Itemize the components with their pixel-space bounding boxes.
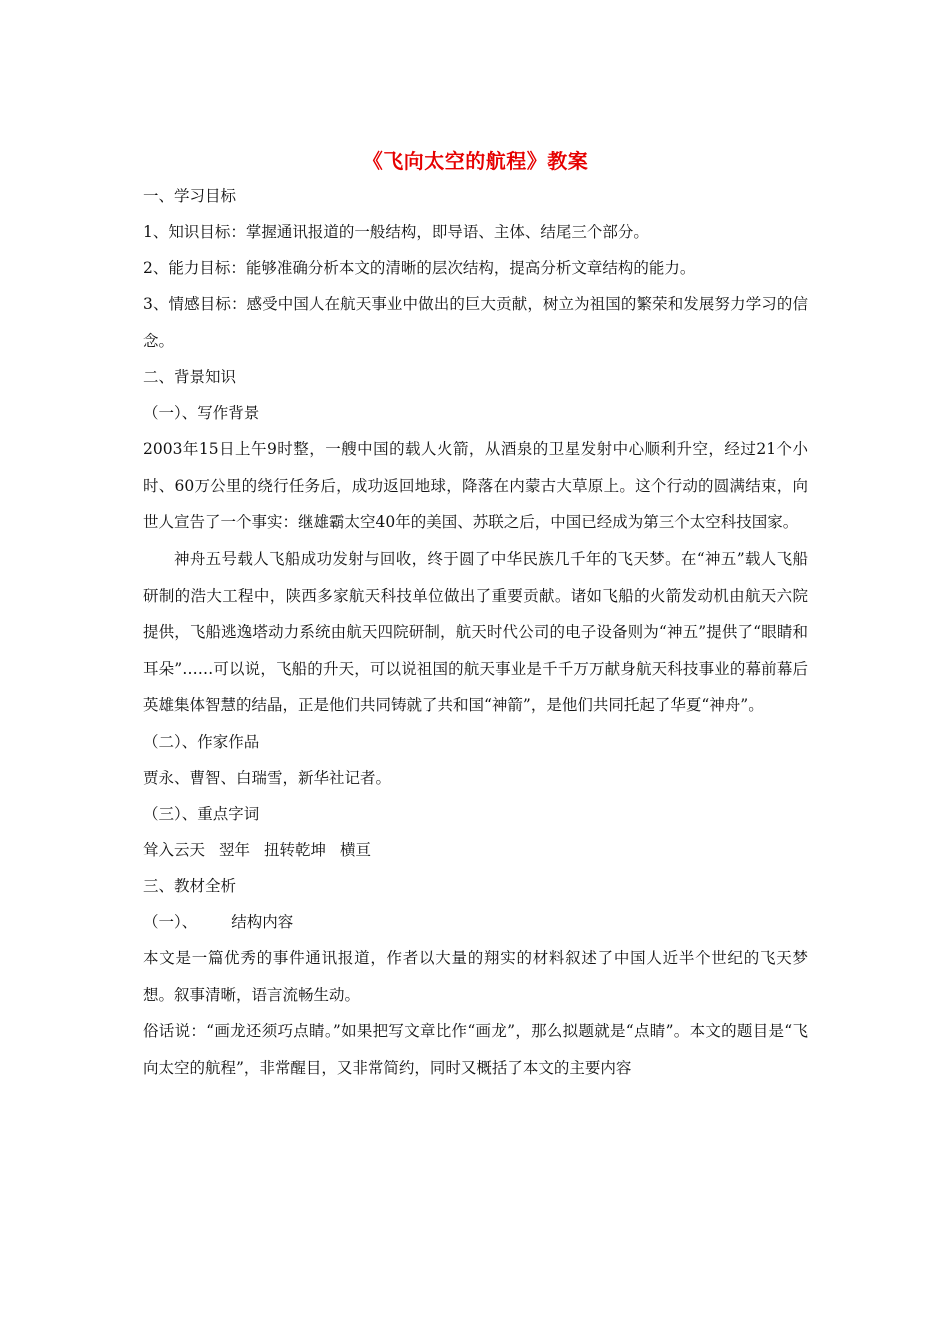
key-word: 横亘 xyxy=(340,840,372,859)
subheading-prefix: （一）、 xyxy=(143,912,198,931)
analysis-paragraph-2: 俗话说：“画龙还须巧点睛。”如果把写文章比作“画龙”，那么拟题就是“点睛”。本文的题目是“飞向太空的航程”，非常醒目，又非常简约，同时又概括了本文的主要内容 xyxy=(143,1022,808,1077)
subheading-label: 结构内容 xyxy=(231,912,294,931)
section-heading-learning-goals: 一、学习目标 xyxy=(143,187,237,205)
key-word: 耸入云天 xyxy=(143,840,206,859)
subheading-key-words: （三）、重点字词 xyxy=(143,804,260,823)
background-paragraph-1: 2003年15日上午9时整，一艘中国的载人火箭，从酒泉的卫星发射中心顺利升空，经过21个小时、60万公里的绕行任务后，成功返回地球，降落在内蒙古大草原上。这个行动的圆满结束，向世人宣告了一个事实：继雄霸太空40年的美国、苏联之后，中国已经成为第三个太空科技国家。 xyxy=(143,440,808,532)
subheading-authors: （二）、作家作品 xyxy=(143,732,260,751)
subheading-writing-background: （一）、写作背景 xyxy=(143,404,260,423)
background-paragraph-2: 神舟五号载人飞船成功发射与回收，终于圆了中华民族几千年的飞天梦。在“神五”载人飞船研制的浩大工程中，陕西多家航天科技单位做出了重要贡献。诸如飞船的火箭发动机由航天六院提供，飞船逃逸塔动力系统由航天四院研制，航天时代公司的电子设备则为“神五”提供了“眼睛和耳朵”……可以说，飞船的升天，可以说祖国的航天事业是千千万万献身航天科技事业的幕前幕后英雄集体智慧的结晶，正是他们共同铸就了共和国“神箭”，是他们共同托起了华夏“神舟”。 xyxy=(143,549,808,715)
goal-emotion: 3、情感目标：感受中国人在航天事业中做出的巨大贡献，树立为祖国的繁荣和发展努力学习的信念。 xyxy=(143,295,808,350)
key-word: 翌年 xyxy=(219,840,251,859)
key-words-list xyxy=(143,832,808,868)
subheading-structure xyxy=(143,904,808,940)
document-page xyxy=(143,146,808,1086)
goal-ability: 2、能力目标：能够准确分析本文的清晰的层次结构，提高分析文章结构的能力。 xyxy=(143,259,696,277)
analysis-paragraph-1: 本文是一篇优秀的事件通讯报道，作者以大量的翔实的材料叙述了中国人近半个世纪的飞天梦想。叙事清晰，语言流畅生动。 xyxy=(143,948,808,1004)
authors-text: 贾永、曹智、白瑞雪，新华社记者。 xyxy=(143,768,392,787)
goal-knowledge: 1、知识目标：掌握通讯报道的一般结构，即导语、主体、结尾三个部分。 xyxy=(143,223,649,241)
section-heading-background: 二、背景知识 xyxy=(143,368,237,387)
document-title: 《飞向太空的航程》教案 xyxy=(362,149,589,173)
key-word: 扭转乾坤 xyxy=(264,840,327,859)
section-heading-analysis: 三、教材全析 xyxy=(143,876,237,895)
